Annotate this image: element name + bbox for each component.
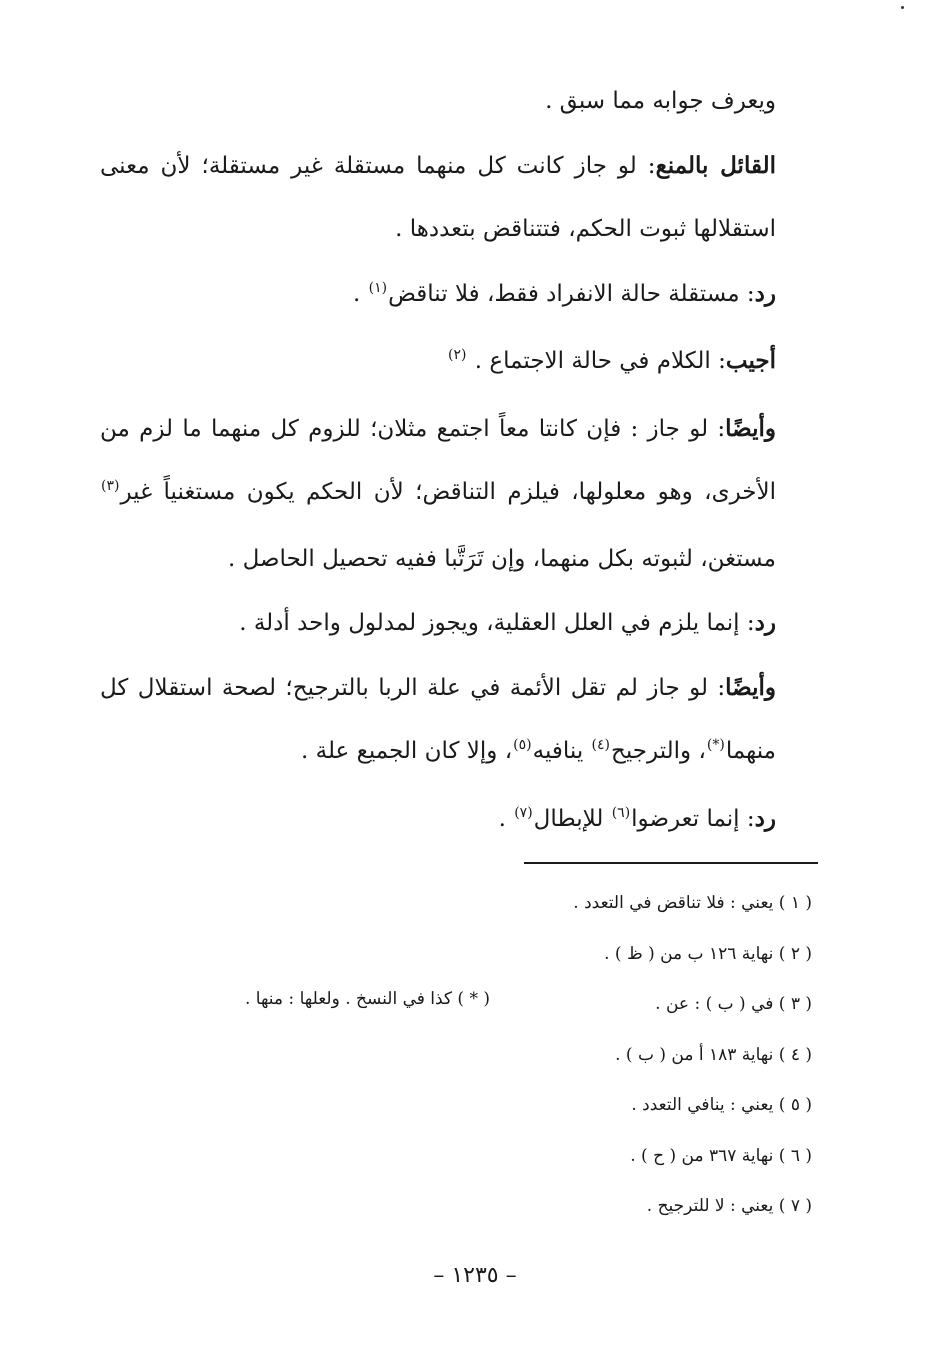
footnote-4: ( ٤ ) نهاية ١٨٣ أ من ( ب ) .	[615, 1044, 812, 1065]
footnote-6: ( ٦ ) نهاية ٣٦٧ من ( ح ) .	[630, 1145, 812, 1166]
footnote-separator	[524, 862, 818, 864]
paragraph-2	[100, 134, 820, 262]
footnote-ref-1: (١)	[368, 279, 388, 296]
paragraph-lead: وأيضًا	[725, 673, 776, 701]
footnote-ref-4: (٤)	[591, 737, 611, 753]
paragraph-lead: وأيضًا	[725, 414, 776, 442]
paragraph-lead: أجيب	[725, 347, 776, 374]
paragraph-text: .	[498, 805, 514, 832]
corner-mark	[901, 6, 904, 9]
paragraph-text: .	[353, 280, 368, 307]
footnote-ref-7: (٧)	[514, 804, 533, 821]
footnote-1: ( ١ ) يعني : فلا تناقض في التعدد .	[573, 893, 812, 913]
paragraph-4	[100, 329, 820, 397]
paragraph-text: ينافيه	[532, 738, 591, 764]
paragraph-text: مستغن، لثبوته بكل منهما، وإن تَرَتَّبا ففيه تحصيل الحاصل .	[227, 545, 776, 572]
paragraph-text: للإبطال	[533, 805, 611, 832]
paragraph-text: : لو جاز : فإن كانتا معاً اجتمع مثلان؛ للزوم كل منهما ما لزم من الأخرى، وهو معلولها، فيلزم التناقض؛ لأن الحكم يكون مستغنياً غير	[100, 415, 776, 505]
paragraph-text: ، والترجيح	[611, 738, 706, 764]
main-text	[100, 70, 820, 854]
paragraph-text: ، وإلا كان الجميع علة .	[300, 738, 513, 764]
footnote-star: ( * ) كذا في النسخ . ولعلها : منها .	[244, 989, 490, 1009]
paragraph-6	[100, 591, 820, 656]
footnote-ref-star: (*)	[706, 737, 725, 753]
footnote-ref-3: (٣)	[101, 478, 120, 494]
paragraph-5	[100, 397, 820, 592]
footnote-ref-5: (٥)	[513, 737, 532, 753]
paragraph-7	[100, 656, 820, 787]
paragraph-lead: رد	[754, 804, 776, 832]
paragraph-lead: رد	[754, 609, 776, 636]
paragraph-text: : الكلام في حالة الاجتماع .	[474, 348, 726, 374]
paragraph-text: : لو جاز كانت كل منهما مستقلة غير مستقلة؛ لأن معنى استقلالها ثبوت الحكم، فتتناقض بتعددها .	[100, 152, 776, 242]
footnotes	[482, 878, 812, 1232]
paragraph-8	[100, 787, 820, 855]
paragraph-text: : لو جاز لم تقل الأئمة في علة الربا بالترجيح؛ لصحة استقلال كل منهما	[100, 674, 776, 764]
paragraph-text: : إنما تعرضوا	[631, 805, 755, 832]
footnote-ref-6: (٦)	[611, 804, 631, 821]
paragraph-1	[100, 70, 820, 134]
paragraph-text: ويعرف جوابه مما سبق .	[545, 88, 776, 114]
paragraph-text: : إنما يلزم في العلل العقلية، ويجوز لمدلول واحد أدلة .	[239, 610, 755, 636]
page-number: – ١٢٣٥ –	[433, 1263, 517, 1288]
footnote-7: ( ٧ ) يعني : لا للترجيح .	[646, 1196, 812, 1216]
footnote-2: ( ٢ ) نهاية ١٢٦ ب من ( ظ ) .	[604, 943, 812, 964]
paragraph-text: : مستقلة حالة الانفراد فقط، فلا تناقض	[388, 280, 755, 307]
paragraph-lead: القائل بالمنع	[655, 151, 777, 179]
paragraph-lead: رد	[754, 279, 776, 307]
footnote-ref-2: (٢)	[447, 347, 467, 363]
footnote-3: ( ٣ ) في ( ب ) : عن .	[655, 994, 812, 1014]
footnote-5: ( ٥ ) يعني : ينافي التعدد .	[631, 1095, 812, 1115]
paragraph-3	[100, 262, 820, 330]
